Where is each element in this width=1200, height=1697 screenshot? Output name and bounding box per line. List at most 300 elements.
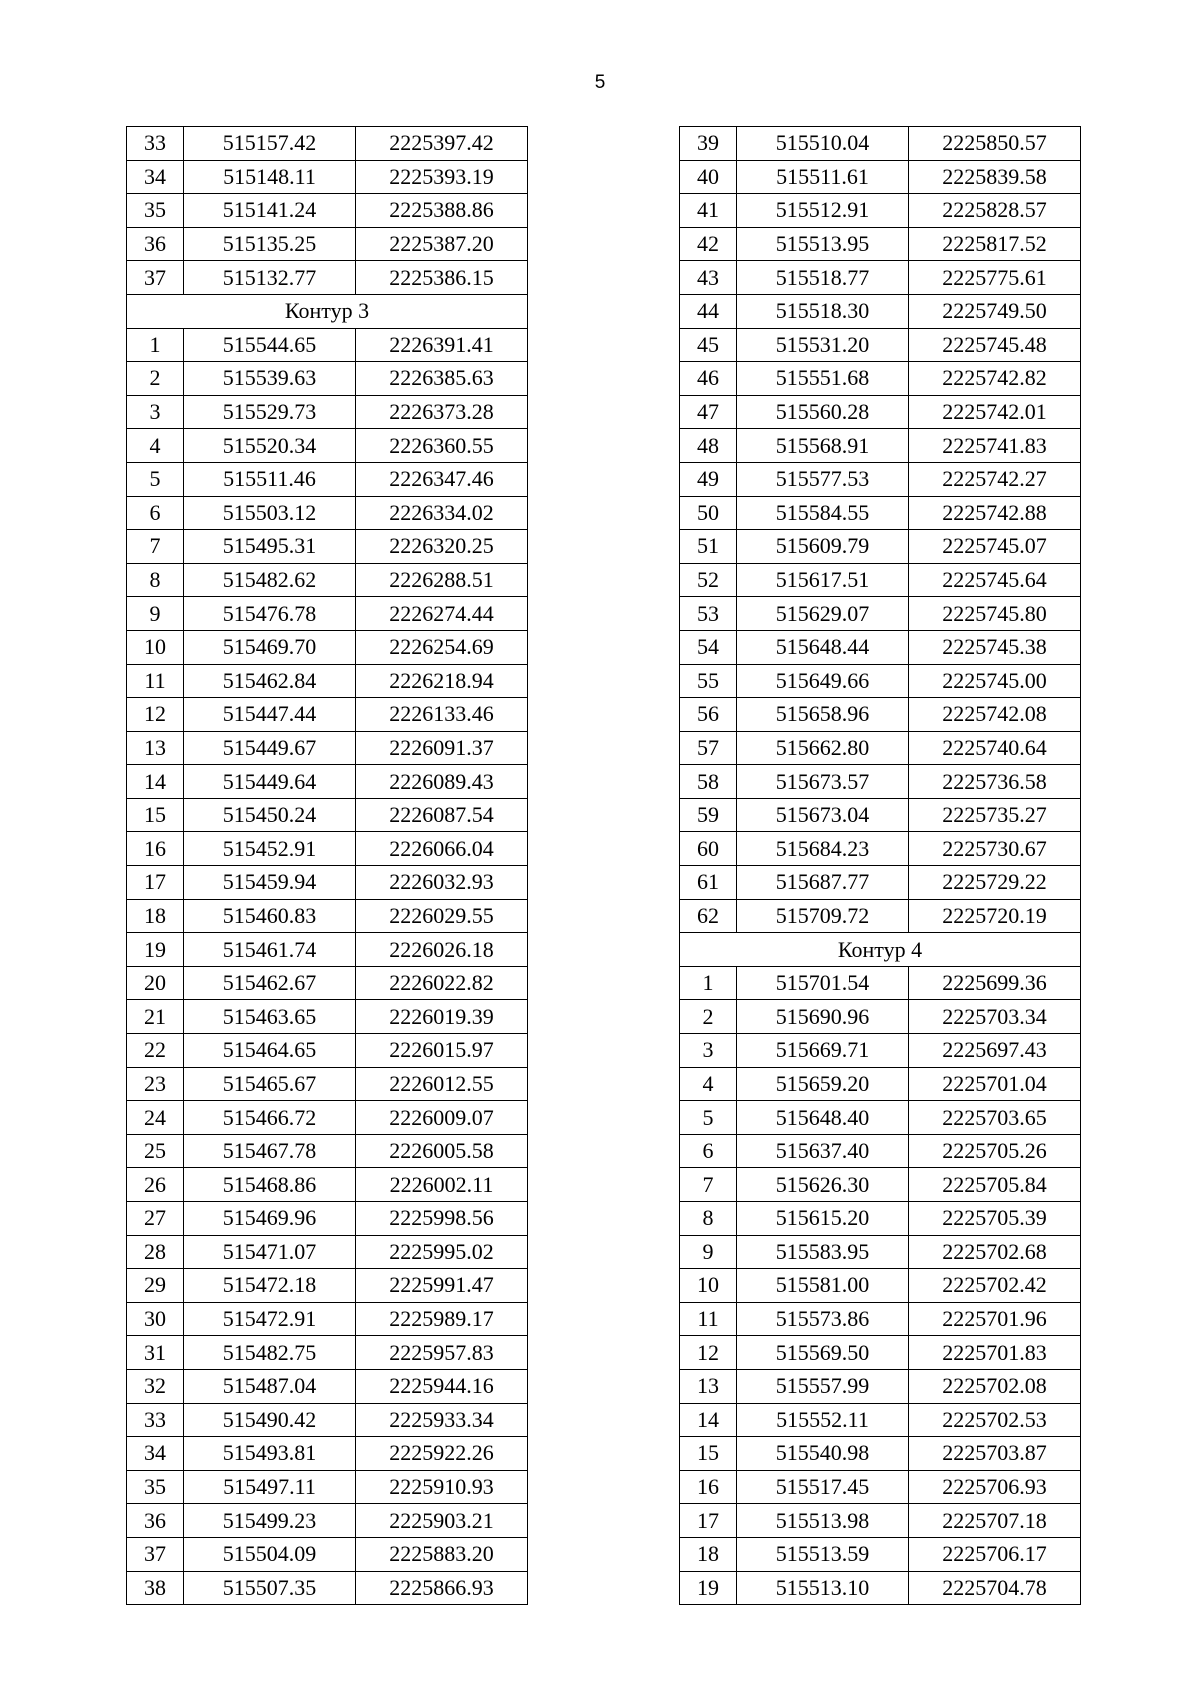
table-row (127, 698, 528, 732)
table-row (127, 731, 528, 765)
point-number-cell: 41 (680, 194, 737, 228)
point-number-cell: 13 (680, 1369, 737, 1403)
y-coordinate-cell: 2226087.54 (356, 798, 528, 832)
x-coordinate-cell: 515701.54 (737, 966, 909, 1000)
table-row (127, 227, 528, 261)
table-row (127, 1269, 528, 1303)
y-coordinate-cell: 2225742.82 (909, 362, 1081, 396)
table-row (680, 496, 1081, 530)
y-coordinate-cell: 2226274.44 (356, 597, 528, 631)
y-coordinate-cell: 2225720.19 (909, 899, 1081, 933)
point-number-cell: 52 (680, 563, 737, 597)
x-coordinate-cell: 515513.95 (737, 227, 909, 261)
y-coordinate-cell: 2225745.48 (909, 328, 1081, 362)
y-coordinate-cell: 2225775.61 (909, 261, 1081, 295)
point-number-cell: 56 (680, 698, 737, 732)
point-number-cell: 48 (680, 429, 737, 463)
y-coordinate-cell: 2226022.82 (356, 966, 528, 1000)
x-coordinate-cell: 515135.25 (184, 227, 356, 261)
x-coordinate-cell: 515513.98 (737, 1504, 909, 1538)
x-coordinate-cell: 515551.68 (737, 362, 909, 396)
table-row (127, 664, 528, 698)
point-number-cell: 61 (680, 866, 737, 900)
point-number-cell: 36 (127, 227, 184, 261)
x-coordinate-cell: 515569.50 (737, 1336, 909, 1370)
x-coordinate-cell: 515540.98 (737, 1437, 909, 1471)
table-row (127, 1134, 528, 1168)
y-coordinate-cell: 2225817.52 (909, 227, 1081, 261)
x-coordinate-cell: 515649.66 (737, 664, 909, 698)
y-coordinate-cell: 2225866.93 (356, 1571, 528, 1605)
table-row (127, 832, 528, 866)
table-row (680, 1302, 1081, 1336)
table-row (680, 966, 1081, 1000)
y-coordinate-cell: 2225704.78 (909, 1571, 1081, 1605)
y-coordinate-cell: 2225729.22 (909, 866, 1081, 900)
y-coordinate-cell: 2225828.57 (909, 194, 1081, 228)
table-row (127, 429, 528, 463)
x-coordinate-cell: 515690.96 (737, 1000, 909, 1034)
table-row (127, 462, 528, 496)
point-number-cell: 7 (680, 1168, 737, 1202)
point-number-cell: 1 (127, 328, 184, 362)
point-number-cell: 57 (680, 731, 737, 765)
table-row (680, 1202, 1081, 1236)
y-coordinate-cell: 2225910.93 (356, 1470, 528, 1504)
x-coordinate-cell: 515539.63 (184, 362, 356, 396)
table-row (127, 1537, 528, 1571)
table-row (680, 194, 1081, 228)
page-number: 5 (594, 72, 606, 93)
y-coordinate-cell: 2225697.43 (909, 1034, 1081, 1068)
point-number-cell: 19 (127, 933, 184, 967)
x-coordinate-cell: 515517.45 (737, 1470, 909, 1504)
table-body (127, 127, 528, 1605)
x-coordinate-cell: 515513.10 (737, 1571, 909, 1605)
x-coordinate-cell: 515637.40 (737, 1134, 909, 1168)
x-coordinate-cell: 515520.34 (184, 429, 356, 463)
table-row (127, 1571, 528, 1605)
x-coordinate-cell: 515495.31 (184, 530, 356, 564)
point-number-cell: 5 (680, 1101, 737, 1135)
point-number-cell: 59 (680, 798, 737, 832)
point-number-cell: 24 (127, 1101, 184, 1135)
y-coordinate-cell: 2225702.68 (909, 1235, 1081, 1269)
y-coordinate-cell: 2226320.25 (356, 530, 528, 564)
y-coordinate-cell: 2225850.57 (909, 127, 1081, 161)
table-row (127, 798, 528, 832)
y-coordinate-cell: 2225749.50 (909, 294, 1081, 328)
x-coordinate-cell: 515463.65 (184, 1000, 356, 1034)
y-coordinate-cell: 2225699.36 (909, 966, 1081, 1000)
x-coordinate-cell: 515482.62 (184, 563, 356, 597)
point-number-cell: 33 (127, 127, 184, 161)
y-coordinate-cell: 2225706.17 (909, 1537, 1081, 1571)
point-number-cell: 2 (127, 362, 184, 396)
table-row (127, 1504, 528, 1538)
x-coordinate-cell: 515560.28 (737, 395, 909, 429)
y-coordinate-cell: 2225998.56 (356, 1202, 528, 1236)
x-coordinate-cell: 515148.11 (184, 160, 356, 194)
x-coordinate-cell: 515659.20 (737, 1067, 909, 1101)
table-row (127, 1101, 528, 1135)
x-coordinate-cell: 515499.23 (184, 1504, 356, 1538)
x-coordinate-cell: 515464.65 (184, 1034, 356, 1068)
y-coordinate-cell: 2226026.18 (356, 933, 528, 967)
x-coordinate-cell: 515507.35 (184, 1571, 356, 1605)
table-row (127, 899, 528, 933)
point-number-cell: 3 (680, 1034, 737, 1068)
x-coordinate-cell: 515503.12 (184, 496, 356, 530)
point-number-cell: 37 (127, 1537, 184, 1571)
table-row (127, 1336, 528, 1370)
table-row (127, 630, 528, 664)
y-coordinate-cell: 2225397.42 (356, 127, 528, 161)
point-number-cell: 43 (680, 261, 737, 295)
x-coordinate-cell: 515673.04 (737, 798, 909, 832)
point-number-cell: 15 (680, 1437, 737, 1471)
table-row (680, 798, 1081, 832)
table-row (127, 1067, 528, 1101)
point-number-cell: 23 (127, 1067, 184, 1101)
table-row (680, 1168, 1081, 1202)
y-coordinate-cell: 2225705.26 (909, 1134, 1081, 1168)
table-row (127, 194, 528, 228)
table-row (680, 1134, 1081, 1168)
table-row (680, 630, 1081, 664)
table-row (680, 227, 1081, 261)
point-number-cell: 7 (127, 530, 184, 564)
x-coordinate-cell: 515472.18 (184, 1269, 356, 1303)
point-number-cell: 8 (680, 1202, 737, 1236)
table-row (127, 530, 528, 564)
x-coordinate-cell: 515512.91 (737, 194, 909, 228)
point-number-cell: 30 (127, 1302, 184, 1336)
point-number-cell: 32 (127, 1369, 184, 1403)
x-coordinate-cell: 515544.65 (184, 328, 356, 362)
contour-header: Контур 3 (127, 294, 528, 328)
y-coordinate-cell: 2226009.07 (356, 1101, 528, 1135)
table-row (680, 462, 1081, 496)
x-coordinate-cell: 515617.51 (737, 563, 909, 597)
point-number-cell: 44 (680, 294, 737, 328)
point-number-cell: 14 (127, 765, 184, 799)
table-row (127, 328, 528, 362)
table-row (680, 1067, 1081, 1101)
point-number-cell: 39 (680, 127, 737, 161)
y-coordinate-cell: 2225745.07 (909, 530, 1081, 564)
y-coordinate-cell: 2226032.93 (356, 866, 528, 900)
point-number-cell: 54 (680, 630, 737, 664)
y-coordinate-cell: 2226254.69 (356, 630, 528, 664)
table-row (680, 530, 1081, 564)
point-number-cell: 33 (127, 1403, 184, 1437)
table-row (680, 1470, 1081, 1504)
y-coordinate-cell: 2225839.58 (909, 160, 1081, 194)
table-row (680, 731, 1081, 765)
point-number-cell: 21 (127, 1000, 184, 1034)
table-row (680, 328, 1081, 362)
x-coordinate-cell: 515471.07 (184, 1235, 356, 1269)
table-row (127, 1302, 528, 1336)
x-coordinate-cell: 515468.86 (184, 1168, 356, 1202)
table-row (127, 866, 528, 900)
table-row (680, 395, 1081, 429)
table-row (680, 1101, 1081, 1135)
coordinates-table-left (126, 126, 528, 1605)
y-coordinate-cell: 2225742.08 (909, 698, 1081, 732)
x-coordinate-cell: 515466.72 (184, 1101, 356, 1135)
x-coordinate-cell: 515469.70 (184, 630, 356, 664)
point-number-cell: 19 (680, 1571, 737, 1605)
x-coordinate-cell: 515584.55 (737, 496, 909, 530)
y-coordinate-cell: 2225995.02 (356, 1235, 528, 1269)
y-coordinate-cell: 2225386.15 (356, 261, 528, 295)
y-coordinate-cell: 2225745.00 (909, 664, 1081, 698)
x-coordinate-cell: 515510.04 (737, 127, 909, 161)
y-coordinate-cell: 2225742.01 (909, 395, 1081, 429)
x-coordinate-cell: 515577.53 (737, 462, 909, 496)
x-coordinate-cell: 515518.77 (737, 261, 909, 295)
y-coordinate-cell: 2225741.83 (909, 429, 1081, 463)
point-number-cell: 46 (680, 362, 737, 396)
table-row (680, 160, 1081, 194)
table-row (680, 698, 1081, 732)
x-coordinate-cell: 515447.44 (184, 698, 356, 732)
point-number-cell: 50 (680, 496, 737, 530)
point-number-cell: 53 (680, 597, 737, 631)
point-number-cell: 5 (127, 462, 184, 496)
point-number-cell: 6 (680, 1134, 737, 1168)
point-number-cell: 31 (127, 1336, 184, 1370)
point-number-cell: 14 (680, 1403, 737, 1437)
table-row (127, 261, 528, 295)
x-coordinate-cell: 515673.57 (737, 765, 909, 799)
table-row (680, 597, 1081, 631)
y-coordinate-cell: 2226002.11 (356, 1168, 528, 1202)
y-coordinate-cell: 2225745.64 (909, 563, 1081, 597)
y-coordinate-cell: 2225730.67 (909, 832, 1081, 866)
x-coordinate-cell: 515626.30 (737, 1168, 909, 1202)
y-coordinate-cell: 2225701.83 (909, 1336, 1081, 1370)
table-row (127, 966, 528, 1000)
table-row (680, 1403, 1081, 1437)
table-row (127, 1000, 528, 1034)
coordinates-table-right (679, 126, 1081, 1605)
table-row (127, 1437, 528, 1471)
y-coordinate-cell: 2226373.28 (356, 395, 528, 429)
x-coordinate-cell: 515465.67 (184, 1067, 356, 1101)
x-coordinate-cell: 515487.04 (184, 1369, 356, 1403)
x-coordinate-cell: 515629.07 (737, 597, 909, 631)
y-coordinate-cell: 2226089.43 (356, 765, 528, 799)
x-coordinate-cell: 515581.00 (737, 1269, 909, 1303)
y-coordinate-cell: 2226091.37 (356, 731, 528, 765)
x-coordinate-cell: 515511.61 (737, 160, 909, 194)
x-coordinate-cell: 515513.59 (737, 1537, 909, 1571)
y-coordinate-cell: 2226347.46 (356, 462, 528, 496)
y-coordinate-cell: 2225703.87 (909, 1437, 1081, 1471)
point-number-cell: 17 (127, 866, 184, 900)
table-row (680, 765, 1081, 799)
point-number-cell: 40 (680, 160, 737, 194)
table-row (127, 765, 528, 799)
table-row (127, 597, 528, 631)
y-coordinate-cell: 2225735.27 (909, 798, 1081, 832)
point-number-cell: 22 (127, 1034, 184, 1068)
y-coordinate-cell: 2225740.64 (909, 731, 1081, 765)
point-number-cell: 49 (680, 462, 737, 496)
table-row (127, 127, 528, 161)
point-number-cell: 12 (127, 698, 184, 732)
point-number-cell: 9 (127, 597, 184, 631)
y-coordinate-cell: 2225707.18 (909, 1504, 1081, 1538)
table-row (127, 1235, 528, 1269)
table-row (680, 899, 1081, 933)
x-coordinate-cell: 515648.44 (737, 630, 909, 664)
point-number-cell: 10 (680, 1269, 737, 1303)
x-coordinate-cell: 515462.84 (184, 664, 356, 698)
point-number-cell: 34 (127, 1437, 184, 1471)
table-row (680, 1034, 1081, 1068)
y-coordinate-cell: 2225745.80 (909, 597, 1081, 631)
table-row (680, 1369, 1081, 1403)
y-coordinate-cell: 2225742.27 (909, 462, 1081, 496)
point-number-cell: 18 (680, 1537, 737, 1571)
point-number-cell: 60 (680, 832, 737, 866)
x-coordinate-cell: 515662.80 (737, 731, 909, 765)
contour-header: Контур 4 (680, 933, 1081, 967)
x-coordinate-cell: 515469.96 (184, 1202, 356, 1236)
point-number-cell: 1 (680, 966, 737, 1000)
table-row (680, 1000, 1081, 1034)
y-coordinate-cell: 2225922.26 (356, 1437, 528, 1471)
point-number-cell: 25 (127, 1134, 184, 1168)
x-coordinate-cell: 515490.42 (184, 1403, 356, 1437)
x-coordinate-cell: 515459.94 (184, 866, 356, 900)
x-coordinate-cell: 515511.46 (184, 462, 356, 496)
y-coordinate-cell: 2225944.16 (356, 1369, 528, 1403)
x-coordinate-cell: 515609.79 (737, 530, 909, 564)
y-coordinate-cell: 2225703.65 (909, 1101, 1081, 1135)
point-number-cell: 10 (127, 630, 184, 664)
table-row (127, 1168, 528, 1202)
point-number-cell: 12 (680, 1336, 737, 1370)
table-row (127, 496, 528, 530)
y-coordinate-cell: 2226019.39 (356, 1000, 528, 1034)
point-number-cell: 6 (127, 496, 184, 530)
point-number-cell: 13 (127, 731, 184, 765)
y-coordinate-cell: 2226029.55 (356, 899, 528, 933)
table-row (127, 160, 528, 194)
table-row (680, 261, 1081, 295)
y-coordinate-cell: 2226385.63 (356, 362, 528, 396)
y-coordinate-cell: 2226391.41 (356, 328, 528, 362)
table-row (680, 1235, 1081, 1269)
table-row (680, 1437, 1081, 1471)
x-coordinate-cell: 515461.74 (184, 933, 356, 967)
table-row (127, 1034, 528, 1068)
x-coordinate-cell: 515476.78 (184, 597, 356, 631)
y-coordinate-cell: 2225387.20 (356, 227, 528, 261)
y-coordinate-cell: 2226334.02 (356, 496, 528, 530)
point-number-cell: 35 (127, 194, 184, 228)
point-number-cell: 62 (680, 899, 737, 933)
y-coordinate-cell: 2225701.96 (909, 1302, 1081, 1336)
x-coordinate-cell: 515157.42 (184, 127, 356, 161)
table-row (680, 1571, 1081, 1605)
x-coordinate-cell: 515669.71 (737, 1034, 909, 1068)
table-row (680, 1537, 1081, 1571)
x-coordinate-cell: 515482.75 (184, 1336, 356, 1370)
x-coordinate-cell: 515568.91 (737, 429, 909, 463)
point-number-cell: 8 (127, 563, 184, 597)
y-coordinate-cell: 2225702.08 (909, 1369, 1081, 1403)
table-row (127, 563, 528, 597)
point-number-cell: 9 (680, 1235, 737, 1269)
y-coordinate-cell: 2225989.17 (356, 1302, 528, 1336)
table-body (680, 127, 1081, 1605)
y-coordinate-cell: 2226005.58 (356, 1134, 528, 1168)
y-coordinate-cell: 2226012.55 (356, 1067, 528, 1101)
x-coordinate-cell: 515504.09 (184, 1537, 356, 1571)
table-row (680, 1336, 1081, 1370)
table-row (680, 664, 1081, 698)
point-number-cell: 17 (680, 1504, 737, 1538)
x-coordinate-cell: 515497.11 (184, 1470, 356, 1504)
x-coordinate-cell: 515529.73 (184, 395, 356, 429)
point-number-cell: 20 (127, 966, 184, 1000)
point-number-cell: 16 (680, 1470, 737, 1504)
x-coordinate-cell: 515449.64 (184, 765, 356, 799)
y-coordinate-cell: 2226133.46 (356, 698, 528, 732)
point-number-cell: 4 (127, 429, 184, 463)
point-number-cell: 51 (680, 530, 737, 564)
point-number-cell: 38 (127, 1571, 184, 1605)
y-coordinate-cell: 2225705.39 (909, 1202, 1081, 1236)
x-coordinate-cell: 515460.83 (184, 899, 356, 933)
point-number-cell: 58 (680, 765, 737, 799)
y-coordinate-cell: 2225745.38 (909, 630, 1081, 664)
contour-header-row (127, 294, 528, 328)
point-number-cell: 27 (127, 1202, 184, 1236)
point-number-cell: 4 (680, 1067, 737, 1101)
x-coordinate-cell: 515467.78 (184, 1134, 356, 1168)
x-coordinate-cell: 515132.77 (184, 261, 356, 295)
table-row (127, 933, 528, 967)
point-number-cell: 34 (127, 160, 184, 194)
x-coordinate-cell: 515452.91 (184, 832, 356, 866)
table-row (127, 1369, 528, 1403)
y-coordinate-cell: 2225393.19 (356, 160, 528, 194)
x-coordinate-cell: 515518.30 (737, 294, 909, 328)
x-coordinate-cell: 515557.99 (737, 1369, 909, 1403)
table-row (680, 429, 1081, 463)
x-coordinate-cell: 515493.81 (184, 1437, 356, 1471)
table-row (127, 1403, 528, 1437)
y-coordinate-cell: 2225742.88 (909, 496, 1081, 530)
y-coordinate-cell: 2226288.51 (356, 563, 528, 597)
x-coordinate-cell: 515472.91 (184, 1302, 356, 1336)
x-coordinate-cell: 515658.96 (737, 698, 909, 732)
y-coordinate-cell: 2225701.04 (909, 1067, 1081, 1101)
point-number-cell: 11 (127, 664, 184, 698)
table-row (680, 127, 1081, 161)
table-row (680, 866, 1081, 900)
x-coordinate-cell: 515687.77 (737, 866, 909, 900)
x-coordinate-cell: 515709.72 (737, 899, 909, 933)
y-coordinate-cell: 2225903.21 (356, 1504, 528, 1538)
